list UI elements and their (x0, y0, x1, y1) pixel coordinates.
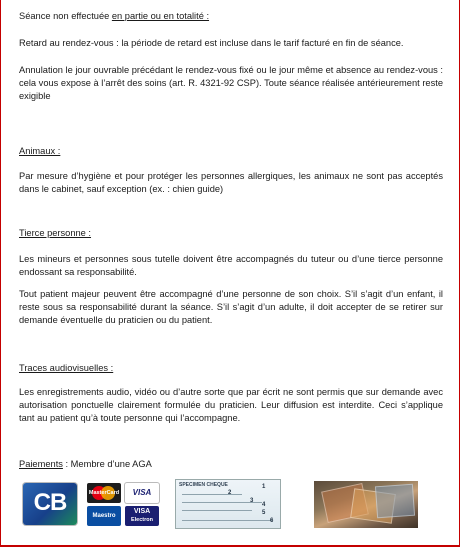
heading-seance (19, 10, 209, 23)
heading-tierce: Tierce personne : (19, 228, 92, 238)
cheque-mark-5: 5 (262, 510, 266, 516)
visa-electron-logo (125, 506, 159, 526)
cheque-mark-4: 4 (262, 502, 266, 508)
traces-paragraph: Les enregistrements audio, vidéo ou d’autre sorte que par écrit ne sont permis que sur demande avec autorisation ponctuelle clairement formulée du praticien. Leur diffusion est interdite. Ceci s’applique tant au patient qu’à toute personne qui l’accompagne. (19, 387, 443, 423)
cheque-mark-1: 1 (262, 484, 266, 490)
cheque-label: SPECIMEN CHEQUE (179, 482, 228, 488)
mastercard-logo (87, 483, 121, 503)
cb-logo (23, 483, 77, 525)
cb-logo-text: CB (33, 489, 67, 516)
specimen-cheque-image (176, 480, 280, 528)
heading-seance-underlined: en partie ou en totalité : (111, 11, 210, 21)
cheque-mark-6: 6 (270, 518, 274, 524)
paiements-label: Paiements (19, 459, 63, 469)
visa-electron-line-1: VISA (133, 508, 151, 515)
cheque-mark-2: 2 (228, 490, 232, 496)
banknotes-photo (314, 481, 418, 528)
seance-paragraph-1: Retard au rendez-vous : la période de retard est incluse dans le tarif facturé en fin de séance. (19, 38, 404, 48)
heading-seance-plain: Séance non effectuée (19, 11, 112, 21)
animaux-paragraph: Par mesure d’hygiène et pour protéger les personnes allergiques, les animaux ne sont pas acceptés dans le cabinet, sauf exception (ex. : chien guide) (19, 171, 443, 194)
tierce-paragraph-2: Tout patient majeur peuvent être accompagné d’une personne de son choix. S’il s’agit d’un enfant, il reste sous sa responsabilité durant la séance. S’il s’agit d’un adulte, il doit accepter de se retirer sur demande éventuelle du praticien ou du patient. (19, 289, 443, 325)
seance-paragraph-2: Annulation le jour ouvrable précédant le rendez-vous fixé ou le jour même et absence au rendez-vous : cela vous expose à l’arrêt des soins (art. R. 4321-92 CSP). Toute séance réalisée antérieurement reste exigible (19, 65, 443, 101)
tierce-paragraph-1: Les mineurs et personnes sous tutelle doivent être accompagnés du tuteur ou d’une tierce personne endossant sa responsabilité. (19, 254, 443, 277)
mastercard-label: MasterCard (88, 490, 120, 496)
visa-electron-line-2: Electron (130, 517, 153, 523)
cheque-mark-3: 3 (250, 498, 254, 504)
heading-animaux: Animaux : (19, 146, 61, 156)
heading-paiements (19, 458, 152, 471)
card-logos (87, 483, 159, 527)
visa-logo: VISA (125, 483, 159, 503)
maestro-logo: Maestro (87, 506, 121, 526)
heading-traces: Traces audiovisuelles : (19, 363, 114, 373)
paiements-text: : Membre d’une AGA (62, 459, 152, 469)
